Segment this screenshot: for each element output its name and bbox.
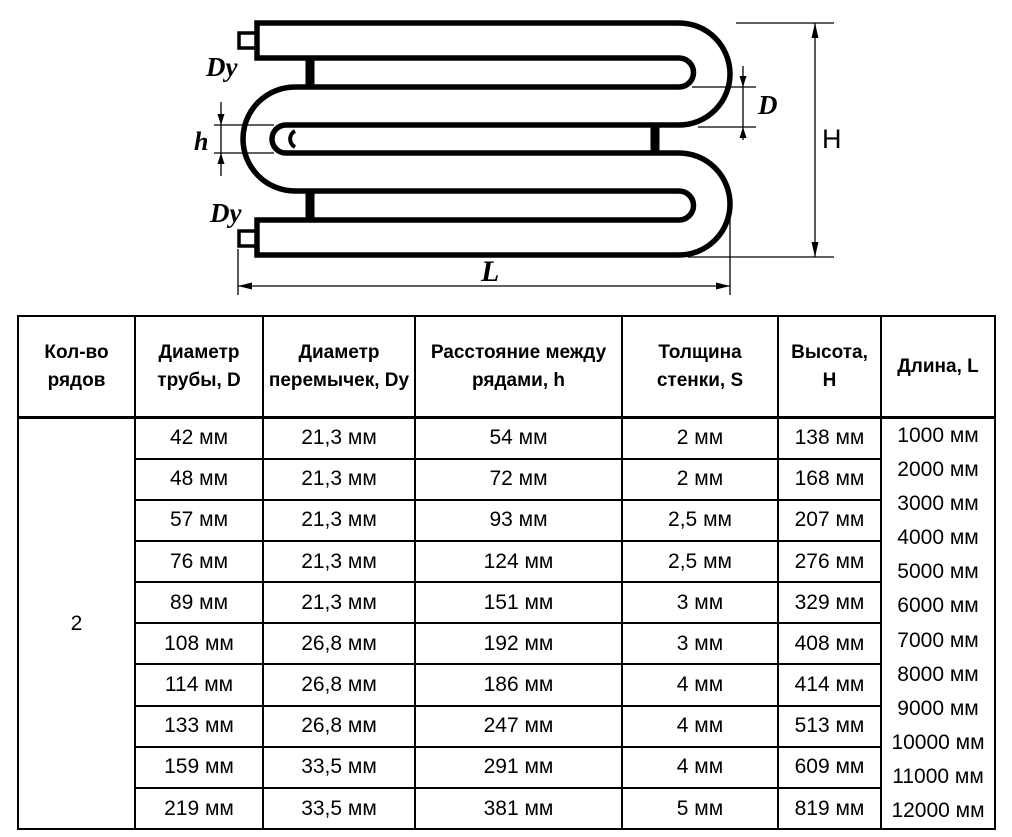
cell-height: 276 мм [778,541,881,582]
table-row [18,418,995,459]
pipe-diagram [0,0,1012,312]
cell-d: 114 мм [135,664,263,705]
header-row [18,316,995,418]
cell-s: 2,5 мм [622,500,778,541]
table-row [18,459,995,500]
height-arrow-down [812,242,819,257]
table-row [18,706,995,747]
cell-s: 3 мм [622,623,778,664]
cell-h: 192 мм [415,623,622,664]
table-row [18,747,995,788]
cell-dy: 33,5 мм [263,788,415,829]
label-dy-top: Dy [206,52,238,82]
length-value: 12000 мм [891,799,985,823]
cell-dy: 21,3 мм [263,582,415,623]
label-length: L [481,255,500,288]
header-row-spacing: Расстояние между рядами, h [415,316,622,418]
cell-d: 108 мм [135,623,263,664]
label-height: H [822,124,842,154]
length-value: 4000 мм [897,526,979,550]
header-length: Длина, L [881,316,995,418]
header-wall-thickness: Толщина стенки, S [622,316,778,418]
label-dy-bottom: Dy [210,198,242,228]
cell-dy: 26,8 мм [263,664,415,705]
cell-h: 151 мм [415,582,622,623]
cell-d: 89 мм [135,582,263,623]
header-rows-count: Кол-во рядов [18,316,135,418]
cell-height: 609 мм [778,747,881,788]
cell-height: 329 мм [778,582,881,623]
cell-height: 513 мм [778,706,881,747]
cell-dy: 21,3 мм [263,500,415,541]
cell-d: 57 мм [135,500,263,541]
length-value: 3000 мм [897,492,979,516]
cell-s: 2,5 мм [622,541,778,582]
cell-h: 247 мм [415,706,622,747]
cell-dy: 33,5 мм [263,747,415,788]
height-arrow-up [812,23,819,38]
cell-s: 5 мм [622,788,778,829]
cell-dy: 26,8 мм [263,706,415,747]
table-row [18,623,995,664]
header-jumper-diameter: Диаметр перемычек, Dy [263,316,415,418]
length-value: 8000 мм [897,662,979,686]
cell-height: 168 мм [778,459,881,500]
length-value: 6000 мм [897,594,979,618]
table-row [18,541,995,582]
cell-height: 819 мм [778,788,881,829]
length-value: 5000 мм [897,560,979,584]
cell-s: 4 мм [622,664,778,705]
rows-count-value: 2 [18,418,135,830]
label-d: D [758,90,778,120]
table-row [18,582,995,623]
d-arrow-up [740,127,747,138]
length-value: 2000 мм [897,458,979,482]
cell-height: 414 мм [778,664,881,705]
cell-h: 186 мм [415,664,622,705]
length-value: 9000 мм [897,696,979,720]
cell-dy: 21,3 мм [263,418,415,459]
cell-s: 4 мм [622,747,778,788]
cell-d: 159 мм [135,747,263,788]
label-h: h [194,127,209,156]
cell-dy: 21,3 мм [263,459,415,500]
cell-h: 291 мм [415,747,622,788]
h-arrow-up [218,153,225,164]
cell-h: 72 мм [415,459,622,500]
cell-d: 76 мм [135,541,263,582]
header-height: Высота, Н [778,316,881,418]
cell-dy: 21,3 мм [263,541,415,582]
dimension-height [688,23,834,257]
cell-height: 408 мм [778,623,881,664]
cell-dy: 26,8 мм [263,623,415,664]
cell-d: 219 мм [135,788,263,829]
cell-height: 207 мм [778,500,881,541]
table-row [18,500,995,541]
cell-d: 42 мм [135,418,263,459]
table-row [18,788,995,829]
middle-tube-cap-inner [290,131,295,147]
cell-h: 381 мм [415,788,622,829]
lengths-cell [881,418,995,830]
cell-h: 54 мм [415,418,622,459]
length-arrow-left [238,283,252,290]
cell-d: 48 мм [135,459,263,500]
cell-s: 4 мм [622,706,778,747]
cell-s: 3 мм [622,582,778,623]
cell-s: 2 мм [622,459,778,500]
table-row [18,664,995,705]
d-arrow-down [740,76,747,87]
h-arrow-down [218,114,225,125]
length-value: 1000 мм [897,424,979,447]
cell-h: 124 мм [415,541,622,582]
header-pipe-diameter: Диаметр трубы, D [135,316,263,418]
cell-d: 133 мм [135,706,263,747]
cell-h: 93 мм [415,500,622,541]
cell-height: 138 мм [778,418,881,459]
cell-s: 2 мм [622,418,778,459]
length-value: 10000 мм [891,730,985,754]
length-arrow-right [716,283,730,290]
length-value: 7000 мм [897,628,979,652]
spec-table [17,315,996,830]
length-value: 11000 мм [892,764,984,788]
